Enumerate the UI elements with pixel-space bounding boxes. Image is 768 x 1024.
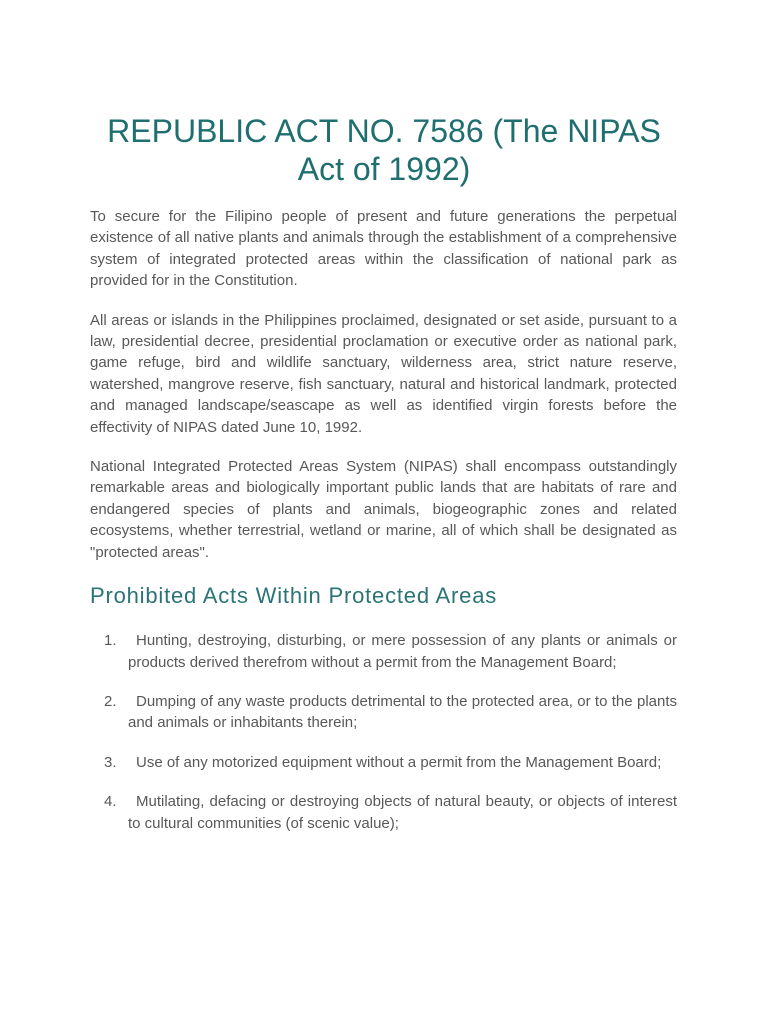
section-heading: Prohibited Acts Within Protected Areas <box>90 583 498 609</box>
list-item-number: 3. <box>104 753 117 771</box>
list-item-text: Use of any motorized equipment without a permit from the Management Board; <box>136 753 662 771</box>
list-item-text: Hunting, destroying, disturbing, or mere possession of any plants or animals or products derived therefrom without a permit from the Management Board; <box>128 632 677 671</box>
list-item <box>104 752 677 773</box>
document-title: REPUBLIC ACT NO. 7586 (The NIPAS Act of 1992) <box>107 113 661 187</box>
list-item-text: Dumping of any waste products detrimental to the protected area, or to the plants and animals or inhabitants therein; <box>128 692 677 732</box>
list-item-number: 1. <box>104 632 117 650</box>
document-body <box>90 206 677 852</box>
list-item-text: Mutilating, defacing or destroying objects of natural beauty, or objects of interest to cultural communities (of scenic value); <box>128 793 677 832</box>
nipas-paragraph: National Integrated Protected Areas System (NIPAS) shall encompass outstandingly remarkable areas and biologically important public lands that are habitats of rare and endangered species of plants and animals, biogeographic zones and related ecosystems, whether terrestrial, wetland or marine, all of which shall be designated as "protected areas". <box>90 458 677 561</box>
list-item-number: 2. <box>104 692 117 710</box>
list-item <box>104 630 677 673</box>
list-item <box>104 691 677 734</box>
list-item-number: 4. <box>104 793 117 811</box>
intro-paragraph: To secure for the Filipino people of present and future generations the perpetual existence of all native plants and animals through the establishment of a comprehensive system of integrated protected areas within the classification of national park as provided for in the Constitution. <box>90 208 677 290</box>
list-item <box>104 791 677 834</box>
prohibited-acts-list <box>90 630 677 834</box>
areas-paragraph: All areas or islands in the Philippines proclaimed, designated or set aside, pursuant to a law, presidential decree, presidential proclamation or executive order as national park, game refuge, bird and wildlife sanctuary, wilderness area, strict nature reserve, watershed, mangrove reserve, fish sanctuary, natural and historical landmark, protected and managed landscape/seascape as well as identified virgin forests before the effectivity of NIPAS dated June 10, 1992. <box>90 311 677 436</box>
